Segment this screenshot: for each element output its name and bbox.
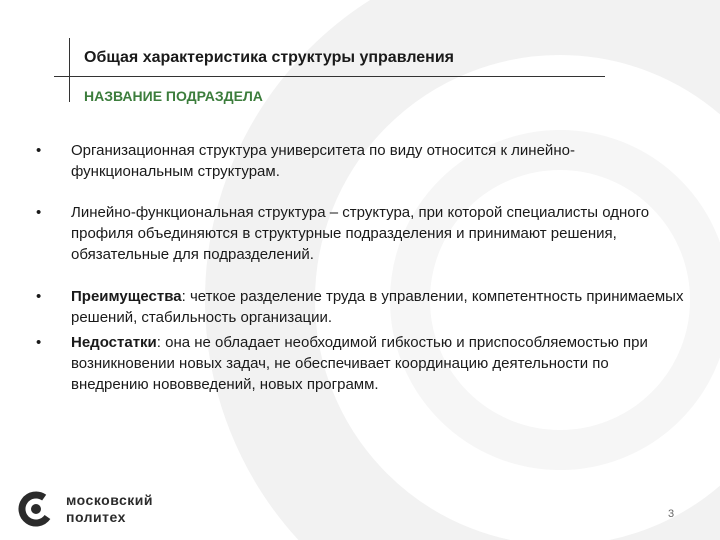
logo-ring-icon (17, 490, 55, 528)
bullet-icon: • (36, 334, 42, 351)
title-horizontal-rule (54, 76, 605, 77)
bullet-item (36, 202, 686, 265)
logo-text (66, 492, 153, 526)
bullet-item (36, 140, 686, 182)
bullet-item-advantages (36, 286, 686, 328)
bullet-text: : она не обладает необходимой гибкостью и приспособляемостью при возникновении новых задач, не обеспечивает координацию деятельности по внедрению нововведений, новых программ. (71, 334, 648, 393)
bullet-icon: • (36, 288, 42, 305)
page-number: 3 (668, 508, 675, 520)
section-name: НАЗВАНИЕ ПОДРАЗДЕЛА (84, 88, 263, 104)
bullet-item-disadvantages (36, 332, 686, 395)
bullet-list (36, 140, 686, 395)
bullet-text: : четкое разделение труда в управлении, компетентность принимаемых решений, стабильность организации. (71, 288, 684, 326)
title-vertical-rule (69, 38, 70, 102)
bullet-text: Организационная структура университета по виду относится к линейно-функциональным структурам. (71, 142, 575, 180)
logo-line-2: политех (66, 509, 126, 525)
disadvantages-term: Недостатки (71, 334, 157, 351)
advantages-term: Преимущества (71, 288, 182, 305)
bullet-icon: • (36, 204, 42, 221)
bullet-icon: • (36, 142, 42, 159)
logo-line-1: московский (66, 492, 153, 508)
slide-title: Общая характеристика структуры управления (84, 49, 454, 66)
bullet-text: Линейно-функциональная структура – структура, при которой специалисты одного профиля объединяются в структурные подразделения и принимают решения, обязательные для подразделений. (71, 204, 650, 263)
